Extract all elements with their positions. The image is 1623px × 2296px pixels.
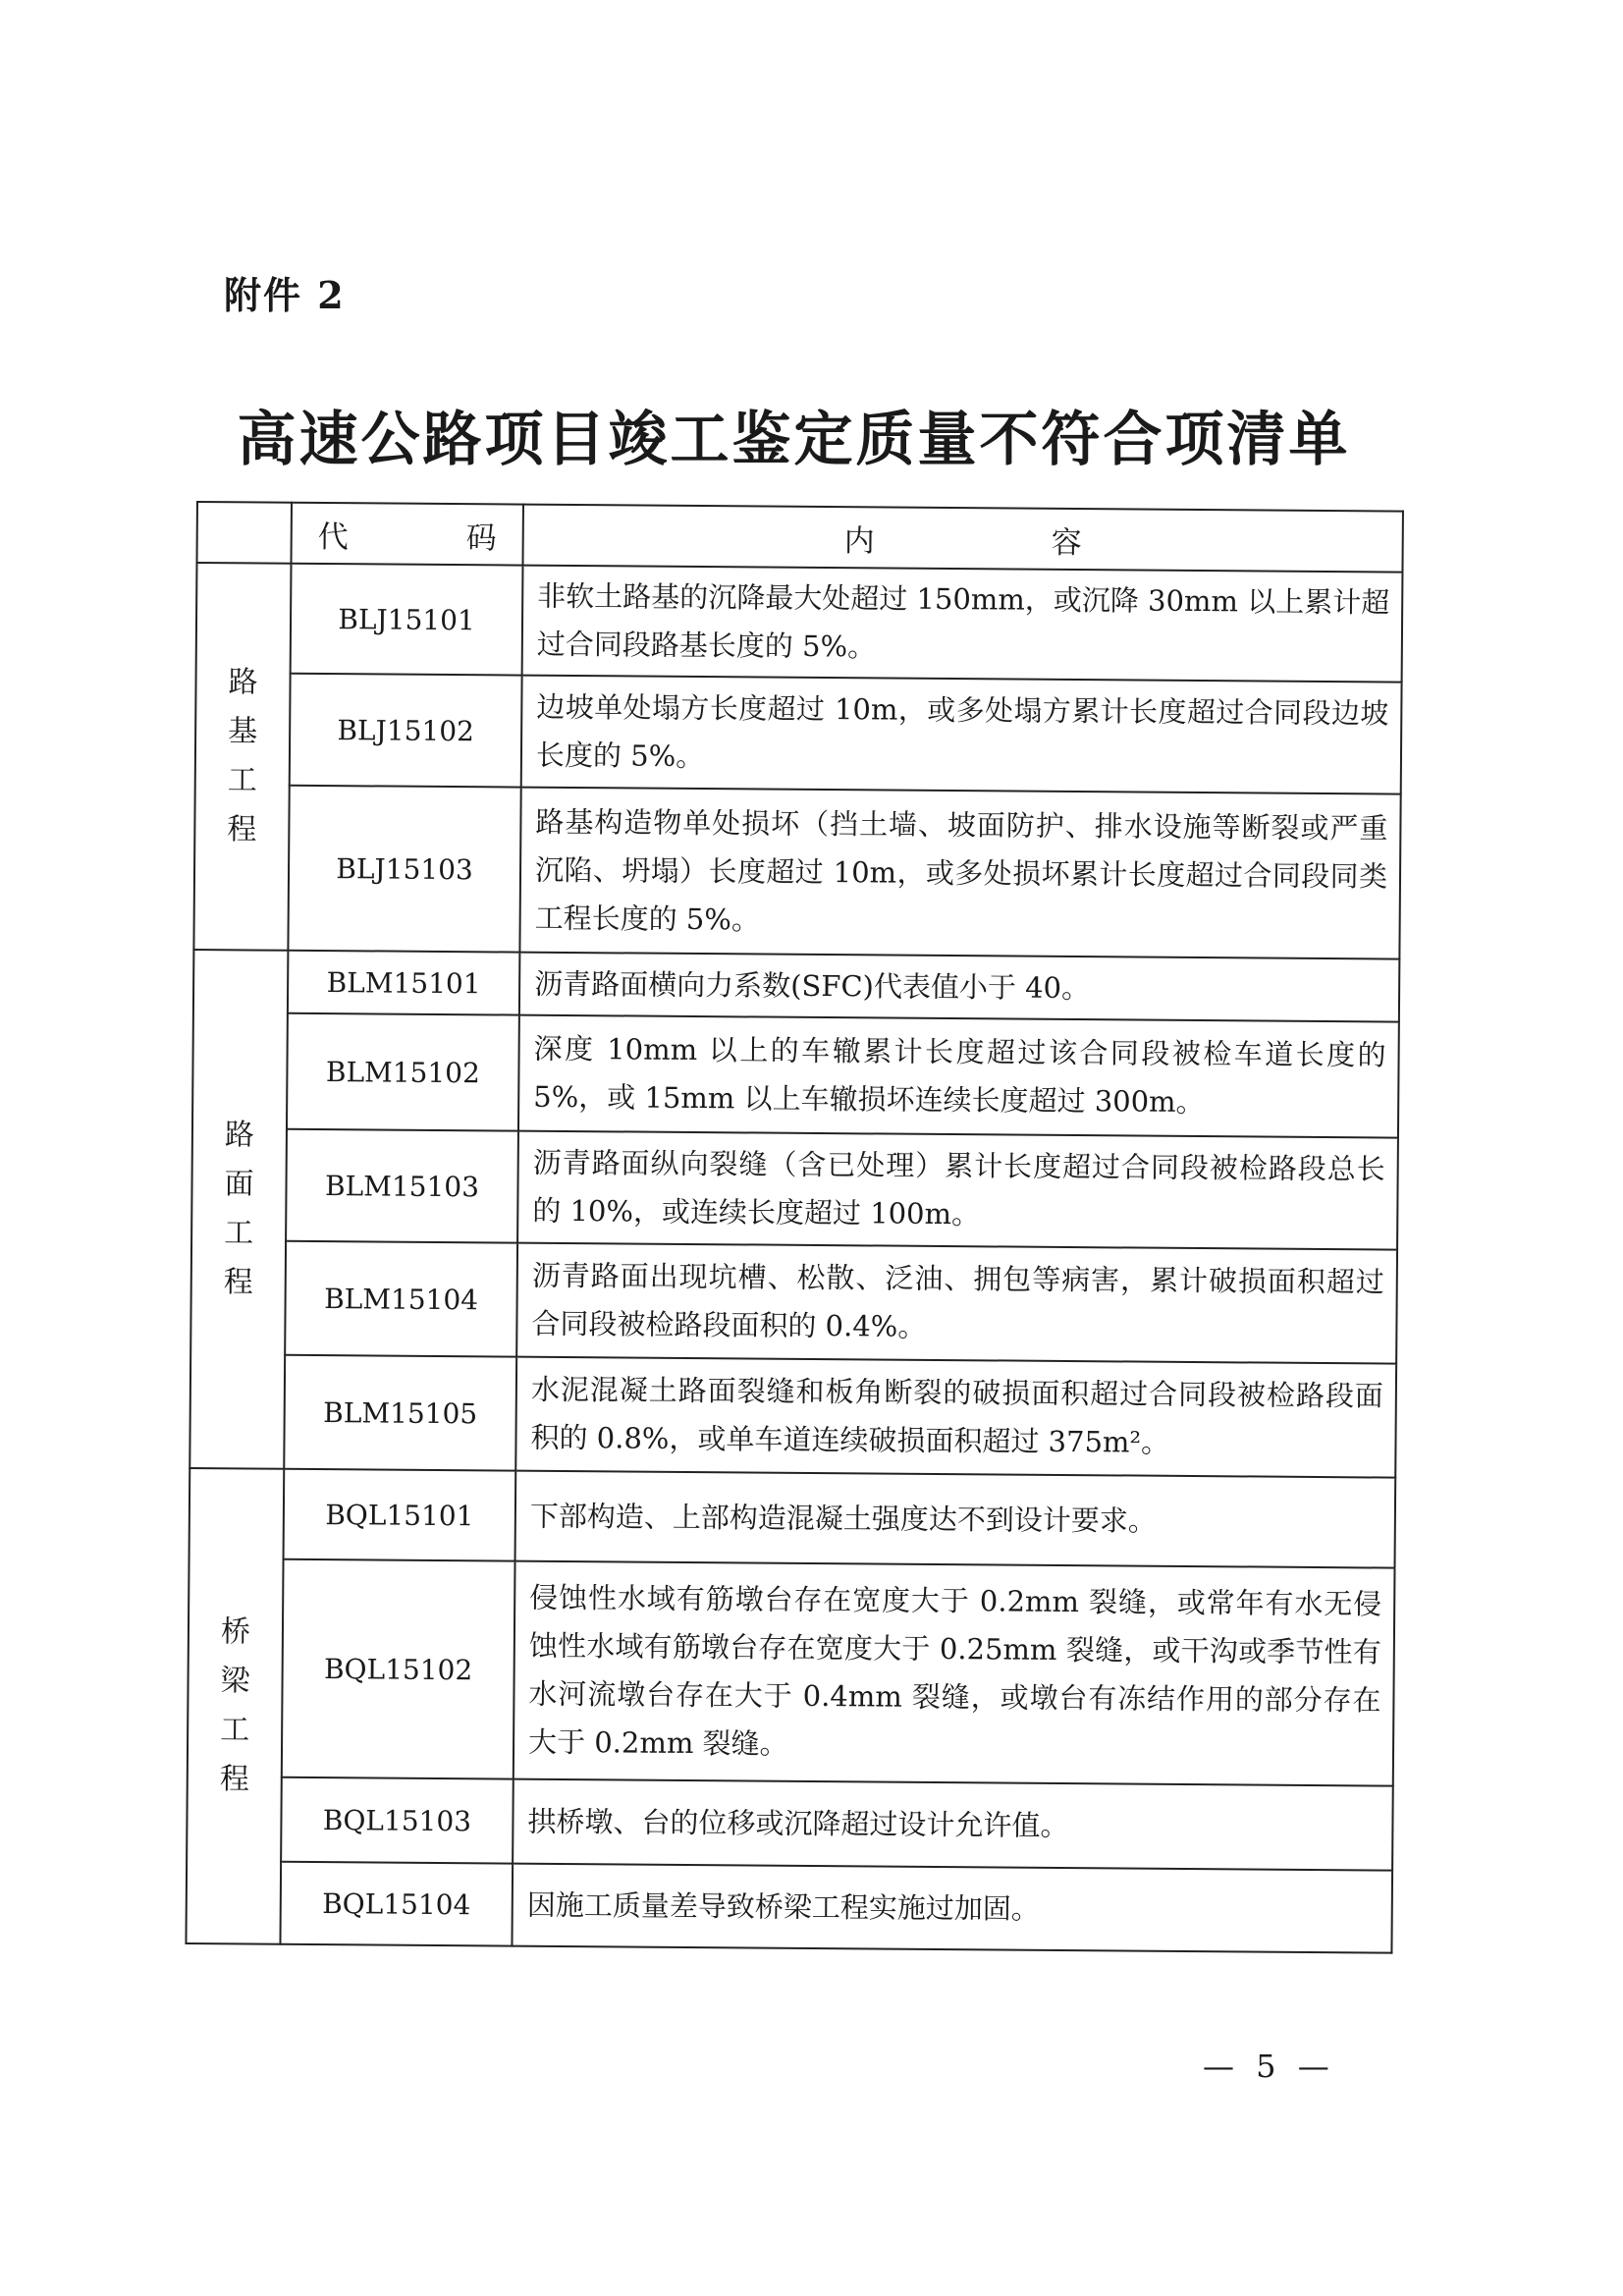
table-row	[188, 1558, 1395, 1786]
row-content: 侵蚀性水域有筋墩台存在宽度大于 0.2mm 裂缝，或常年有水无侵蚀性水域有筋墩台存在宽度大于 0.25mm 裂缝，或干沟或季节性有水河流墩台存在大于 0.4mm 裂缝，或墩台有冻结作用的部分存在大于 0.2mm 裂缝。	[514, 1561, 1395, 1786]
category-char: 程	[219, 1762, 249, 1797]
page-number: — 5 —	[1203, 2048, 1335, 2085]
row-content: 深度 10mm 以上的车辙累计长度超过该合同段被检车道长度的 5%，或 15mm 以上车辙损坏连续长度超过 300m。	[518, 1015, 1399, 1138]
header-content	[522, 505, 1402, 573]
table-row	[196, 563, 1403, 683]
header-content-char: 内	[843, 522, 875, 559]
table-row	[192, 1012, 1399, 1138]
header-content-char: 容	[1051, 524, 1082, 561]
table-row	[191, 1128, 1398, 1250]
table-header-row	[197, 502, 1403, 573]
table-row	[190, 1240, 1397, 1364]
category-cell-bridge	[186, 1468, 284, 1944]
row-code: BQL15103	[281, 1777, 514, 1864]
row-code: BLJ15101	[291, 564, 523, 676]
category-char: 基	[228, 714, 258, 749]
table-row	[193, 950, 1399, 1022]
row-content: 下部构造、上部构造混凝土强度达不到设计要求。	[515, 1471, 1396, 1568]
row-content: 拱桥墩、台的位移或沉降超过设计允许值。	[513, 1779, 1393, 1871]
category-char: 桥	[220, 1614, 251, 1650]
table-row	[189, 1468, 1396, 1568]
header-category-blank	[197, 502, 292, 564]
table-row	[186, 1861, 1392, 1953]
category-cell-pavement	[189, 950, 288, 1469]
row-content: 路基构造物单处损坏（挡土墙、坡面防护、排水设施等断裂或严重沉陷、坍塌）长度超过 10m，或多处损坏累计长度超过合同段同类工程长度的 5%。	[519, 788, 1400, 959]
row-code: BLJ15103	[288, 786, 520, 953]
category-char: 路	[224, 1118, 255, 1153]
category-char: 工	[224, 1216, 254, 1251]
row-code: BLM15103	[286, 1129, 518, 1243]
row-content: 沥青路面纵向裂缝（含已处理）累计长度超过合同段被检路段总长的 10%，或连续长度超过 100m。	[517, 1131, 1398, 1250]
row-content: 沥青路面横向力系数(SFC)代表值小于 40。	[519, 953, 1399, 1022]
row-content: 边坡单处塌方长度超过 10m，或多处塌方累计长度超过合同段边坡长度的 5%。	[521, 676, 1402, 794]
header-code-char: 代	[317, 519, 349, 555]
row-code: BQL15102	[282, 1559, 515, 1779]
header-code-char: 码	[465, 519, 497, 556]
table-row	[193, 785, 1400, 959]
header-code	[292, 503, 523, 566]
nonconformity-table-wrapper	[185, 501, 1402, 1954]
category-char: 程	[227, 812, 257, 847]
row-content: 非软土路基的沉降最大处超过 150mm，或沉降 30mm 以上累计超过合同段路基长度的 5%。	[522, 566, 1403, 683]
category-char: 工	[227, 763, 257, 798]
category-char: 面	[224, 1167, 254, 1202]
table-row	[187, 1777, 1393, 1871]
row-code: BQL15104	[280, 1862, 513, 1946]
row-content: 沥青路面出现坑槽、松散、泛油、拥包等病害，累计破损面积超过合同段被检路段面积的 0.4%。	[516, 1243, 1397, 1364]
row-code: BLM15102	[287, 1013, 519, 1131]
row-code: BQL15101	[284, 1469, 516, 1561]
category-char: 工	[220, 1713, 250, 1748]
table-row	[195, 673, 1402, 794]
nonconformity-table	[185, 501, 1404, 1954]
row-code: BLM15105	[284, 1355, 516, 1471]
page-title: 高速公路项目竣工鉴定质量不符合项清单	[237, 406, 1351, 474]
category-char: 路	[228, 665, 258, 700]
row-code: BLJ15102	[290, 674, 522, 788]
category-char: 梁	[220, 1664, 250, 1699]
row-code: BLM15101	[288, 951, 519, 1015]
attachment-label: 附件 2	[224, 273, 346, 317]
table-row	[189, 1354, 1396, 1478]
row-code: BLM15104	[285, 1241, 517, 1357]
category-char: 程	[223, 1265, 253, 1300]
row-content: 水泥混凝土路面裂缝和板角断裂的破损面积超过合同段被检路段面积的 0.8%，或单车道连续破损面积超过 375m²。	[515, 1357, 1396, 1478]
row-content: 因施工质量差导致桥梁工程实施过加固。	[512, 1864, 1392, 1953]
category-cell-roadbed	[193, 563, 291, 951]
